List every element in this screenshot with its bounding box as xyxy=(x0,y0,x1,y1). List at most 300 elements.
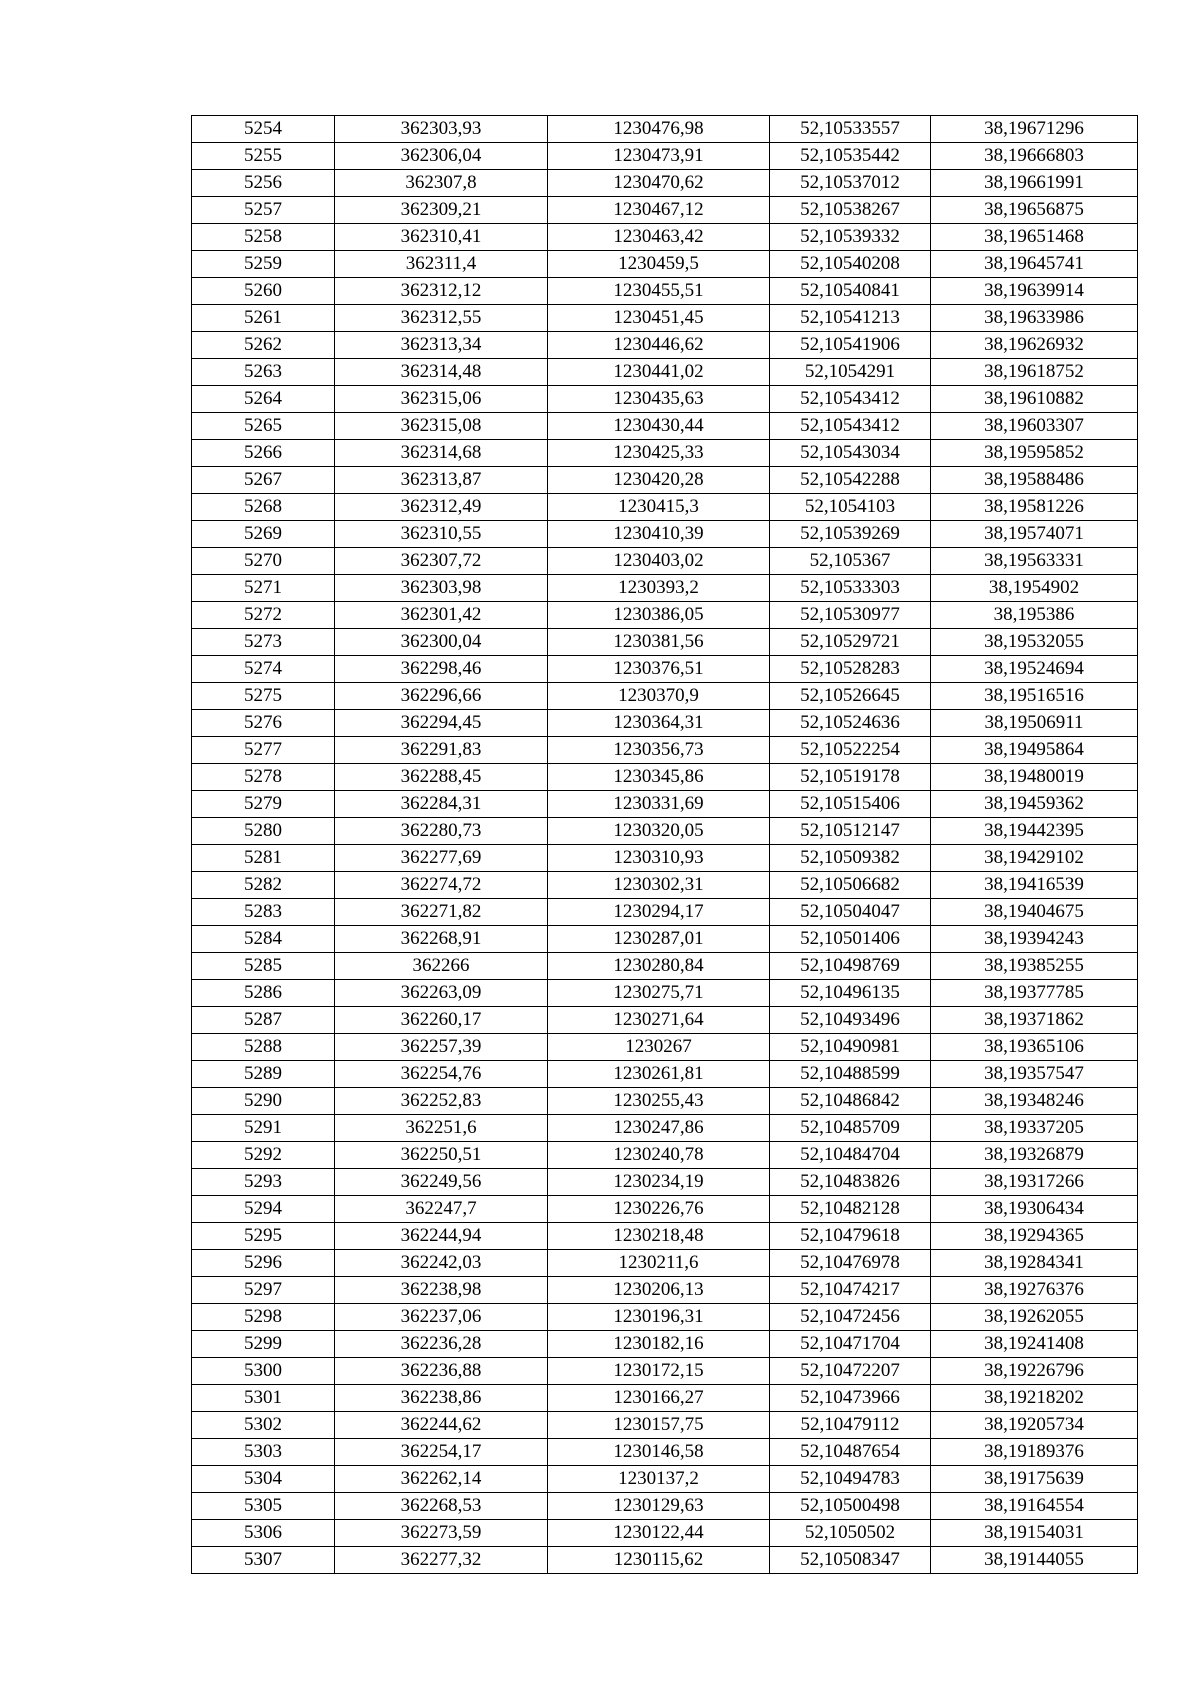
longitude-cell: 38,19294365 xyxy=(931,1223,1138,1250)
table-row xyxy=(192,872,1138,899)
y-coordinate-cell: 1230345,86 xyxy=(548,764,770,791)
latitude-cell: 52,10487654 xyxy=(770,1439,931,1466)
latitude-cell: 52,10500498 xyxy=(770,1493,931,1520)
y-coordinate-cell: 1230211,6 xyxy=(548,1250,770,1277)
point-number-cell: 5267 xyxy=(192,467,335,494)
longitude-cell: 38,19581226 xyxy=(931,494,1138,521)
longitude-cell: 38,19524694 xyxy=(931,656,1138,683)
longitude-cell: 38,19205734 xyxy=(931,1412,1138,1439)
table-row xyxy=(192,818,1138,845)
coordinate-table-body xyxy=(192,116,1138,1574)
table-row xyxy=(192,575,1138,602)
point-number-cell: 5304 xyxy=(192,1466,335,1493)
x-coordinate-cell: 362266 xyxy=(335,953,548,980)
longitude-cell: 38,19226796 xyxy=(931,1358,1138,1385)
longitude-cell: 38,19276376 xyxy=(931,1277,1138,1304)
point-number-cell: 5281 xyxy=(192,845,335,872)
y-coordinate-cell: 1230280,84 xyxy=(548,953,770,980)
longitude-cell: 38,19480019 xyxy=(931,764,1138,791)
latitude-cell: 52,10490981 xyxy=(770,1034,931,1061)
longitude-cell: 38,19651468 xyxy=(931,224,1138,251)
x-coordinate-cell: 362301,42 xyxy=(335,602,548,629)
y-coordinate-cell: 1230240,78 xyxy=(548,1142,770,1169)
point-number-cell: 5270 xyxy=(192,548,335,575)
x-coordinate-cell: 362250,51 xyxy=(335,1142,548,1169)
latitude-cell: 52,10473966 xyxy=(770,1385,931,1412)
x-coordinate-cell: 362303,98 xyxy=(335,575,548,602)
point-number-cell: 5303 xyxy=(192,1439,335,1466)
point-number-cell: 5294 xyxy=(192,1196,335,1223)
y-coordinate-cell: 1230451,45 xyxy=(548,305,770,332)
latitude-cell: 52,10508347 xyxy=(770,1547,931,1574)
x-coordinate-cell: 362313,87 xyxy=(335,467,548,494)
table-row xyxy=(192,1088,1138,1115)
table-row xyxy=(192,278,1138,305)
table-row xyxy=(192,224,1138,251)
table-row xyxy=(192,1358,1138,1385)
longitude-cell: 38,19218202 xyxy=(931,1385,1138,1412)
x-coordinate-cell: 362247,7 xyxy=(335,1196,548,1223)
x-coordinate-cell: 362268,91 xyxy=(335,926,548,953)
table-row xyxy=(192,1250,1138,1277)
point-number-cell: 5279 xyxy=(192,791,335,818)
latitude-cell: 52,10471704 xyxy=(770,1331,931,1358)
y-coordinate-cell: 1230196,31 xyxy=(548,1304,770,1331)
longitude-cell: 38,19610882 xyxy=(931,386,1138,413)
longitude-cell: 38,19262055 xyxy=(931,1304,1138,1331)
y-coordinate-cell: 1230310,93 xyxy=(548,845,770,872)
table-row xyxy=(192,1223,1138,1250)
point-number-cell: 5265 xyxy=(192,413,335,440)
y-coordinate-cell: 1230473,91 xyxy=(548,143,770,170)
table-row xyxy=(192,980,1138,1007)
y-coordinate-cell: 1230218,48 xyxy=(548,1223,770,1250)
longitude-cell: 38,19574071 xyxy=(931,521,1138,548)
table-row xyxy=(192,386,1138,413)
latitude-cell: 52,10543034 xyxy=(770,440,931,467)
table-row xyxy=(192,953,1138,980)
y-coordinate-cell: 1230415,3 xyxy=(548,494,770,521)
longitude-cell: 38,19459362 xyxy=(931,791,1138,818)
point-number-cell: 5254 xyxy=(192,116,335,143)
x-coordinate-cell: 362244,62 xyxy=(335,1412,548,1439)
point-number-cell: 5264 xyxy=(192,386,335,413)
y-coordinate-cell: 1230356,73 xyxy=(548,737,770,764)
latitude-cell: 52,10479112 xyxy=(770,1412,931,1439)
longitude-cell: 38,19516516 xyxy=(931,683,1138,710)
point-number-cell: 5273 xyxy=(192,629,335,656)
table-row xyxy=(192,305,1138,332)
x-coordinate-cell: 362284,31 xyxy=(335,791,548,818)
point-number-cell: 5257 xyxy=(192,197,335,224)
x-coordinate-cell: 362249,56 xyxy=(335,1169,548,1196)
latitude-cell: 52,10512147 xyxy=(770,818,931,845)
x-coordinate-cell: 362238,98 xyxy=(335,1277,548,1304)
latitude-cell: 52,10498769 xyxy=(770,953,931,980)
latitude-cell: 52,10484704 xyxy=(770,1142,931,1169)
point-number-cell: 5280 xyxy=(192,818,335,845)
x-coordinate-cell: 362274,72 xyxy=(335,872,548,899)
longitude-cell: 38,19365106 xyxy=(931,1034,1138,1061)
longitude-cell: 38,19394243 xyxy=(931,926,1138,953)
x-coordinate-cell: 362310,55 xyxy=(335,521,548,548)
latitude-cell: 52,10479618 xyxy=(770,1223,931,1250)
x-coordinate-cell: 362312,49 xyxy=(335,494,548,521)
y-coordinate-cell: 1230172,15 xyxy=(548,1358,770,1385)
y-coordinate-cell: 1230435,63 xyxy=(548,386,770,413)
table-row xyxy=(192,1115,1138,1142)
y-coordinate-cell: 1230122,44 xyxy=(548,1520,770,1547)
latitude-cell: 52,10472456 xyxy=(770,1304,931,1331)
table-row xyxy=(192,737,1138,764)
point-number-cell: 5274 xyxy=(192,656,335,683)
x-coordinate-cell: 362271,82 xyxy=(335,899,548,926)
y-coordinate-cell: 1230226,76 xyxy=(548,1196,770,1223)
y-coordinate-cell: 1230255,43 xyxy=(548,1088,770,1115)
longitude-cell: 38,19385255 xyxy=(931,953,1138,980)
table-row xyxy=(192,548,1138,575)
y-coordinate-cell: 1230393,2 xyxy=(548,575,770,602)
longitude-cell: 38,19603307 xyxy=(931,413,1138,440)
x-coordinate-cell: 362310,41 xyxy=(335,224,548,251)
y-coordinate-cell: 1230331,69 xyxy=(548,791,770,818)
x-coordinate-cell: 362242,03 xyxy=(335,1250,548,1277)
y-coordinate-cell: 1230476,98 xyxy=(548,116,770,143)
point-number-cell: 5262 xyxy=(192,332,335,359)
table-row xyxy=(192,710,1138,737)
point-number-cell: 5275 xyxy=(192,683,335,710)
x-coordinate-cell: 362312,12 xyxy=(335,278,548,305)
y-coordinate-cell: 1230267 xyxy=(548,1034,770,1061)
latitude-cell: 52,10519178 xyxy=(770,764,931,791)
x-coordinate-cell: 362260,17 xyxy=(335,1007,548,1034)
table-row xyxy=(192,926,1138,953)
longitude-cell: 38,19442395 xyxy=(931,818,1138,845)
table-row xyxy=(192,791,1138,818)
x-coordinate-cell: 362268,53 xyxy=(335,1493,548,1520)
y-coordinate-cell: 1230247,86 xyxy=(548,1115,770,1142)
longitude-cell: 38,19506911 xyxy=(931,710,1138,737)
point-number-cell: 5302 xyxy=(192,1412,335,1439)
latitude-cell: 52,10533303 xyxy=(770,575,931,602)
x-coordinate-cell: 362254,17 xyxy=(335,1439,548,1466)
x-coordinate-cell: 362236,88 xyxy=(335,1358,548,1385)
longitude-cell: 38,19416539 xyxy=(931,872,1138,899)
y-coordinate-cell: 1230234,19 xyxy=(548,1169,770,1196)
latitude-cell: 52,10539332 xyxy=(770,224,931,251)
y-coordinate-cell: 1230287,01 xyxy=(548,926,770,953)
y-coordinate-cell: 1230446,62 xyxy=(548,332,770,359)
longitude-cell: 38,19671296 xyxy=(931,116,1138,143)
point-number-cell: 5284 xyxy=(192,926,335,953)
point-number-cell: 5297 xyxy=(192,1277,335,1304)
latitude-cell: 52,10474217 xyxy=(770,1277,931,1304)
latitude-cell: 52,10543412 xyxy=(770,386,931,413)
longitude-cell: 38,19326879 xyxy=(931,1142,1138,1169)
y-coordinate-cell: 1230261,81 xyxy=(548,1061,770,1088)
table-row xyxy=(192,494,1138,521)
y-coordinate-cell: 1230381,56 xyxy=(548,629,770,656)
longitude-cell: 38,19306434 xyxy=(931,1196,1138,1223)
point-number-cell: 5263 xyxy=(192,359,335,386)
table-row xyxy=(192,1493,1138,1520)
x-coordinate-cell: 362277,69 xyxy=(335,845,548,872)
y-coordinate-cell: 1230275,71 xyxy=(548,980,770,1007)
x-coordinate-cell: 362314,48 xyxy=(335,359,548,386)
table-row xyxy=(192,629,1138,656)
longitude-cell: 38,19666803 xyxy=(931,143,1138,170)
longitude-cell: 38,19377785 xyxy=(931,980,1138,1007)
latitude-cell: 52,105367 xyxy=(770,548,931,575)
point-number-cell: 5301 xyxy=(192,1385,335,1412)
longitude-cell: 38,19588486 xyxy=(931,467,1138,494)
y-coordinate-cell: 1230137,2 xyxy=(548,1466,770,1493)
table-row xyxy=(192,116,1138,143)
longitude-cell: 38,1954902 xyxy=(931,575,1138,602)
latitude-cell: 52,1050502 xyxy=(770,1520,931,1547)
point-number-cell: 5255 xyxy=(192,143,335,170)
longitude-cell: 38,19404675 xyxy=(931,899,1138,926)
latitude-cell: 52,10515406 xyxy=(770,791,931,818)
y-coordinate-cell: 1230370,9 xyxy=(548,683,770,710)
latitude-cell: 52,10501406 xyxy=(770,926,931,953)
longitude-cell: 38,19241408 xyxy=(931,1331,1138,1358)
table-row xyxy=(192,1142,1138,1169)
x-coordinate-cell: 362311,4 xyxy=(335,251,548,278)
y-coordinate-cell: 1230302,31 xyxy=(548,872,770,899)
y-coordinate-cell: 1230115,62 xyxy=(548,1547,770,1574)
y-coordinate-cell: 1230410,39 xyxy=(548,521,770,548)
point-number-cell: 5261 xyxy=(192,305,335,332)
latitude-cell: 52,10528283 xyxy=(770,656,931,683)
latitude-cell: 52,10506682 xyxy=(770,872,931,899)
longitude-cell: 38,19164554 xyxy=(931,1493,1138,1520)
longitude-cell: 38,19618752 xyxy=(931,359,1138,386)
point-number-cell: 5282 xyxy=(192,872,335,899)
x-coordinate-cell: 362312,55 xyxy=(335,305,548,332)
x-coordinate-cell: 362313,34 xyxy=(335,332,548,359)
longitude-cell: 38,19639914 xyxy=(931,278,1138,305)
latitude-cell: 52,10486842 xyxy=(770,1088,931,1115)
latitude-cell: 52,10535442 xyxy=(770,143,931,170)
point-number-cell: 5287 xyxy=(192,1007,335,1034)
point-number-cell: 5271 xyxy=(192,575,335,602)
y-coordinate-cell: 1230441,02 xyxy=(548,359,770,386)
x-coordinate-cell: 362236,28 xyxy=(335,1331,548,1358)
latitude-cell: 52,10522254 xyxy=(770,737,931,764)
latitude-cell: 52,10485709 xyxy=(770,1115,931,1142)
y-coordinate-cell: 1230294,17 xyxy=(548,899,770,926)
longitude-cell: 38,19656875 xyxy=(931,197,1138,224)
longitude-cell: 38,19189376 xyxy=(931,1439,1138,1466)
longitude-cell: 38,19337205 xyxy=(931,1115,1138,1142)
longitude-cell: 38,19371862 xyxy=(931,1007,1138,1034)
point-number-cell: 5269 xyxy=(192,521,335,548)
y-coordinate-cell: 1230425,33 xyxy=(548,440,770,467)
table-row xyxy=(192,602,1138,629)
latitude-cell: 52,10541906 xyxy=(770,332,931,359)
table-row xyxy=(192,359,1138,386)
point-number-cell: 5295 xyxy=(192,1223,335,1250)
x-coordinate-cell: 362306,04 xyxy=(335,143,548,170)
point-number-cell: 5293 xyxy=(192,1169,335,1196)
latitude-cell: 52,1054103 xyxy=(770,494,931,521)
table-row xyxy=(192,467,1138,494)
latitude-cell: 52,10504047 xyxy=(770,899,931,926)
y-coordinate-cell: 1230403,02 xyxy=(548,548,770,575)
point-number-cell: 5268 xyxy=(192,494,335,521)
point-number-cell: 5289 xyxy=(192,1061,335,1088)
table-row xyxy=(192,899,1138,926)
point-number-cell: 5307 xyxy=(192,1547,335,1574)
point-number-cell: 5305 xyxy=(192,1493,335,1520)
x-coordinate-cell: 362298,46 xyxy=(335,656,548,683)
latitude-cell: 52,10541213 xyxy=(770,305,931,332)
table-row xyxy=(192,1520,1138,1547)
point-number-cell: 5259 xyxy=(192,251,335,278)
x-coordinate-cell: 362303,93 xyxy=(335,116,548,143)
latitude-cell: 52,1054291 xyxy=(770,359,931,386)
point-number-cell: 5260 xyxy=(192,278,335,305)
table-row xyxy=(192,1439,1138,1466)
table-row xyxy=(192,197,1138,224)
x-coordinate-cell: 362263,09 xyxy=(335,980,548,1007)
table-row xyxy=(192,1385,1138,1412)
table-row xyxy=(192,413,1138,440)
latitude-cell: 52,10537012 xyxy=(770,170,931,197)
longitude-cell: 38,19317266 xyxy=(931,1169,1138,1196)
longitude-cell: 38,195386 xyxy=(931,602,1138,629)
longitude-cell: 38,19563331 xyxy=(931,548,1138,575)
longitude-cell: 38,19144055 xyxy=(931,1547,1138,1574)
table-row xyxy=(192,1547,1138,1574)
longitude-cell: 38,19429102 xyxy=(931,845,1138,872)
table-row xyxy=(192,1169,1138,1196)
point-number-cell: 5296 xyxy=(192,1250,335,1277)
table-row xyxy=(192,656,1138,683)
latitude-cell: 52,10494783 xyxy=(770,1466,931,1493)
longitude-cell: 38,19495864 xyxy=(931,737,1138,764)
x-coordinate-cell: 362315,08 xyxy=(335,413,548,440)
coordinate-table xyxy=(191,115,1138,1574)
table-row xyxy=(192,1196,1138,1223)
x-coordinate-cell: 362294,45 xyxy=(335,710,548,737)
x-coordinate-cell: 362237,06 xyxy=(335,1304,548,1331)
latitude-cell: 52,10540841 xyxy=(770,278,931,305)
table-row xyxy=(192,1277,1138,1304)
latitude-cell: 52,10530977 xyxy=(770,602,931,629)
x-coordinate-cell: 362273,59 xyxy=(335,1520,548,1547)
latitude-cell: 52,10493496 xyxy=(770,1007,931,1034)
y-coordinate-cell: 1230420,28 xyxy=(548,467,770,494)
longitude-cell: 38,19633986 xyxy=(931,305,1138,332)
latitude-cell: 52,10472207 xyxy=(770,1358,931,1385)
x-coordinate-cell: 362307,8 xyxy=(335,170,548,197)
longitude-cell: 38,19284341 xyxy=(931,1250,1138,1277)
latitude-cell: 52,10483826 xyxy=(770,1169,931,1196)
x-coordinate-cell: 362296,66 xyxy=(335,683,548,710)
longitude-cell: 38,19626932 xyxy=(931,332,1138,359)
x-coordinate-cell: 362309,21 xyxy=(335,197,548,224)
table-row xyxy=(192,143,1138,170)
latitude-cell: 52,10526645 xyxy=(770,683,931,710)
y-coordinate-cell: 1230146,58 xyxy=(548,1439,770,1466)
latitude-cell: 52,10488599 xyxy=(770,1061,931,1088)
point-number-cell: 5272 xyxy=(192,602,335,629)
table-row xyxy=(192,521,1138,548)
longitude-cell: 38,19154031 xyxy=(931,1520,1138,1547)
x-coordinate-cell: 362254,76 xyxy=(335,1061,548,1088)
point-number-cell: 5306 xyxy=(192,1520,335,1547)
table-row xyxy=(192,845,1138,872)
table-row xyxy=(192,1331,1138,1358)
point-number-cell: 5266 xyxy=(192,440,335,467)
x-coordinate-cell: 362257,39 xyxy=(335,1034,548,1061)
x-coordinate-cell: 362307,72 xyxy=(335,548,548,575)
table-row xyxy=(192,251,1138,278)
point-number-cell: 5292 xyxy=(192,1142,335,1169)
point-number-cell: 5278 xyxy=(192,764,335,791)
latitude-cell: 52,10496135 xyxy=(770,980,931,1007)
table-row xyxy=(192,440,1138,467)
point-number-cell: 5258 xyxy=(192,224,335,251)
point-number-cell: 5277 xyxy=(192,737,335,764)
y-coordinate-cell: 1230470,62 xyxy=(548,170,770,197)
point-number-cell: 5299 xyxy=(192,1331,335,1358)
longitude-cell: 38,19595852 xyxy=(931,440,1138,467)
latitude-cell: 52,10529721 xyxy=(770,629,931,656)
longitude-cell: 38,19645741 xyxy=(931,251,1138,278)
latitude-cell: 52,10476978 xyxy=(770,1250,931,1277)
point-number-cell: 5285 xyxy=(192,953,335,980)
point-number-cell: 5288 xyxy=(192,1034,335,1061)
y-coordinate-cell: 1230182,16 xyxy=(548,1331,770,1358)
y-coordinate-cell: 1230166,27 xyxy=(548,1385,770,1412)
latitude-cell: 52,10482128 xyxy=(770,1196,931,1223)
x-coordinate-cell: 362244,94 xyxy=(335,1223,548,1250)
latitude-cell: 52,10539269 xyxy=(770,521,931,548)
point-number-cell: 5291 xyxy=(192,1115,335,1142)
point-number-cell: 5276 xyxy=(192,710,335,737)
table-row xyxy=(192,1412,1138,1439)
table-row xyxy=(192,170,1138,197)
table-row xyxy=(192,764,1138,791)
y-coordinate-cell: 1230364,31 xyxy=(548,710,770,737)
latitude-cell: 52,10543412 xyxy=(770,413,931,440)
table-row xyxy=(192,332,1138,359)
y-coordinate-cell: 1230459,5 xyxy=(548,251,770,278)
x-coordinate-cell: 362291,83 xyxy=(335,737,548,764)
longitude-cell: 38,19661991 xyxy=(931,170,1138,197)
y-coordinate-cell: 1230206,13 xyxy=(548,1277,770,1304)
x-coordinate-cell: 362300,04 xyxy=(335,629,548,656)
latitude-cell: 52,10524636 xyxy=(770,710,931,737)
y-coordinate-cell: 1230386,05 xyxy=(548,602,770,629)
y-coordinate-cell: 1230320,05 xyxy=(548,818,770,845)
x-coordinate-cell: 362238,86 xyxy=(335,1385,548,1412)
y-coordinate-cell: 1230455,51 xyxy=(548,278,770,305)
table-row xyxy=(192,1304,1138,1331)
point-number-cell: 5256 xyxy=(192,170,335,197)
latitude-cell: 52,10542288 xyxy=(770,467,931,494)
table-row xyxy=(192,1007,1138,1034)
table-row xyxy=(192,1466,1138,1493)
point-number-cell: 5283 xyxy=(192,899,335,926)
latitude-cell: 52,10538267 xyxy=(770,197,931,224)
x-coordinate-cell: 362277,32 xyxy=(335,1547,548,1574)
point-number-cell: 5298 xyxy=(192,1304,335,1331)
y-coordinate-cell: 1230157,75 xyxy=(548,1412,770,1439)
